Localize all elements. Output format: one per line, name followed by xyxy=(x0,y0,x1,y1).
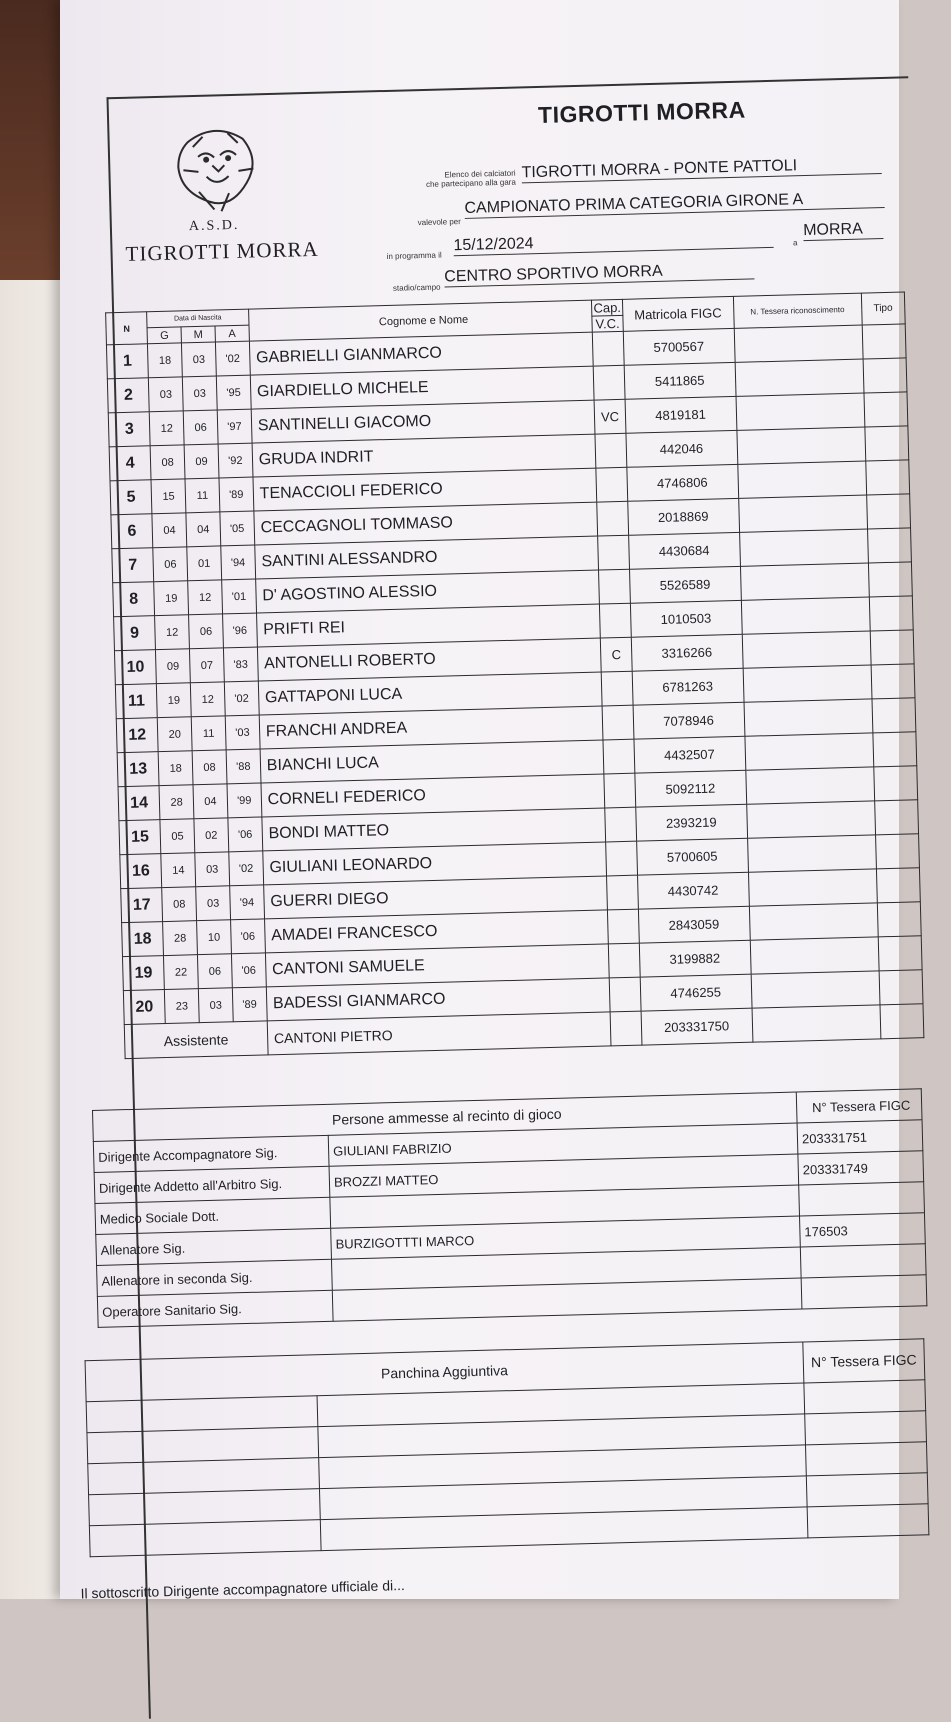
tessera xyxy=(739,529,868,566)
player-number: 1 xyxy=(106,344,148,379)
player-name: BONDI MATTEO xyxy=(262,808,606,851)
matricola: 442046 xyxy=(626,430,738,467)
programma-label: in programma il xyxy=(386,250,442,261)
assistant-tessera xyxy=(752,1005,881,1042)
tipo xyxy=(879,970,923,1005)
player-number: 16 xyxy=(120,854,162,889)
player-name: GABRIELLI GIANMARCO xyxy=(249,332,593,375)
player-number: 17 xyxy=(121,888,163,923)
logo-text-club: TIGROTTI MORRA xyxy=(125,236,319,266)
footer-text: Il sottoscritto Dirigente accompagnatore ufficiale di... xyxy=(80,1576,405,1602)
birth-year: '99 xyxy=(227,783,262,818)
captain-mark xyxy=(600,603,631,638)
captain-mark xyxy=(606,841,637,876)
player-name: AMADEI FRANCESCO xyxy=(264,910,608,953)
col-header-matricola: Matricola FIGC xyxy=(622,296,734,331)
birth-day: 03 xyxy=(149,377,184,412)
birth-day: 28 xyxy=(163,921,198,956)
player-number: 19 xyxy=(122,956,164,991)
tessera xyxy=(747,835,876,872)
person-role: Dirigente Accompagnatore Sig. xyxy=(93,1135,329,1172)
person-tessera: 203331749 xyxy=(798,1151,924,1185)
player-name: PRIFTI REI xyxy=(256,604,600,647)
birth-year: '88 xyxy=(226,749,261,784)
player-name: GIARDIELLO MICHELE xyxy=(250,366,594,409)
tessera xyxy=(737,461,866,498)
person-tessera xyxy=(801,1275,927,1309)
col-header-tessera: N. Tessera riconoscimento xyxy=(733,293,862,328)
person-role: Medico Sociale Dott. xyxy=(95,1197,331,1234)
matricola: 6781263 xyxy=(632,668,744,705)
bench-tessera-header: N° Tessera FIGC xyxy=(803,1339,925,1383)
player-number: 7 xyxy=(112,548,154,583)
birth-year: '97 xyxy=(217,409,252,444)
tipo xyxy=(862,324,906,359)
stadio-field: CENTRO SPORTIVO MORRA xyxy=(444,260,754,287)
tessera xyxy=(743,665,872,702)
birth-year: '94 xyxy=(221,545,256,580)
valevole-field: CAMPIONATO PRIMA CATEGORIA GIRONE A xyxy=(464,189,884,219)
tessera xyxy=(745,733,874,770)
tiger-logo-icon xyxy=(167,120,264,214)
matricola: 5092112 xyxy=(634,770,746,807)
player-name: SANTINELLI GIACOMO xyxy=(251,400,595,443)
tipo xyxy=(873,766,917,801)
birth-month: 12 xyxy=(190,682,225,717)
player-name: GATTAPONI LUCA xyxy=(258,672,602,715)
player-number: 8 xyxy=(113,582,155,617)
tipo xyxy=(876,868,920,903)
tessera xyxy=(736,393,865,430)
birth-year: '96 xyxy=(222,613,257,648)
bench-role xyxy=(89,1520,321,1557)
valevole-label: valevole per xyxy=(417,217,461,228)
player-number: 13 xyxy=(117,752,159,787)
player-number: 18 xyxy=(122,922,164,957)
captain-mark xyxy=(603,705,634,740)
tessera xyxy=(744,699,873,736)
matricola: 4430684 xyxy=(628,532,740,569)
matricola: 4746255 xyxy=(640,974,752,1011)
tipo xyxy=(869,596,913,631)
birth-day: 28 xyxy=(159,785,194,820)
matricola: 3316266 xyxy=(631,634,743,671)
birth-month: 03 xyxy=(182,342,217,377)
person-name: GIULIANI FABRIZIO xyxy=(328,1123,798,1166)
bench-tessera xyxy=(804,1380,926,1414)
captain-mark xyxy=(609,943,640,978)
player-number: 10 xyxy=(114,650,156,685)
birth-year: '92 xyxy=(218,443,253,478)
matricola: 7078946 xyxy=(633,702,745,739)
birth-month: 08 xyxy=(192,750,227,785)
col-header-birth: Data di Nascita xyxy=(147,309,249,328)
tessera xyxy=(741,597,870,634)
birth-day: 20 xyxy=(157,717,192,752)
captain-mark xyxy=(595,433,626,468)
birth-year: '02 xyxy=(215,341,250,376)
bench-tessera xyxy=(805,1411,927,1445)
player-number: 14 xyxy=(118,786,160,821)
assistant-cap xyxy=(611,1011,642,1046)
person-tessera: 176503 xyxy=(800,1213,926,1247)
person-name: BROZZI MATTEO xyxy=(329,1154,799,1197)
captain-mark xyxy=(608,909,639,944)
gara-field: TIGROTTI MORRA - PONTE PATTOLI xyxy=(521,155,881,183)
player-name: GRUDA INDRIT xyxy=(252,434,596,477)
persons-title: Persone ammesse al recinto di gioco xyxy=(92,1092,797,1141)
tessera xyxy=(745,767,874,804)
tipo xyxy=(868,562,912,597)
tipo xyxy=(865,460,909,495)
captain-mark xyxy=(604,773,635,808)
matricola: 4746806 xyxy=(626,464,738,501)
tipo xyxy=(866,494,910,529)
luogo-field: MORRA xyxy=(803,220,883,241)
birth-day: 12 xyxy=(155,615,190,650)
matricola: 5700605 xyxy=(636,838,748,875)
player-name: GUERRI DIEGO xyxy=(263,876,607,919)
col-header-name: Cognome e Nome xyxy=(248,300,592,341)
birth-year: '06 xyxy=(228,817,263,852)
tipo xyxy=(872,732,916,767)
player-name: BIANCHI LUCA xyxy=(260,740,604,783)
assistant-name: CANTONI PIETRO xyxy=(267,1012,611,1055)
player-number: 20 xyxy=(123,990,165,1025)
matricola: 4430742 xyxy=(637,872,749,909)
matricola: 2393219 xyxy=(635,804,747,841)
person-role: Allenatore Sig. xyxy=(96,1228,332,1265)
person-role: Operatore Sanitario Sig. xyxy=(97,1290,333,1327)
birth-day: 18 xyxy=(148,343,183,378)
matricola: 2843059 xyxy=(638,906,750,943)
tipo xyxy=(864,426,908,461)
tipo xyxy=(872,698,916,733)
birth-year: '89 xyxy=(219,477,254,512)
player-name: GIULIANI LEONARDO xyxy=(263,842,607,885)
col-header-cap: Cap. xyxy=(593,299,622,316)
captain-mark xyxy=(602,671,633,706)
birth-day: 23 xyxy=(165,989,200,1024)
bench-title: Panchina Aggiuntiva xyxy=(85,1342,804,1402)
player-number: 6 xyxy=(111,514,153,549)
birth-day: 06 xyxy=(153,547,188,582)
birth-month: 11 xyxy=(191,716,226,751)
tipo xyxy=(864,392,908,427)
player-number: 3 xyxy=(108,412,150,447)
col-header-vc: V.C. xyxy=(592,315,623,332)
player-number: 9 xyxy=(114,616,156,651)
assistant-label: Assistente xyxy=(124,1021,268,1059)
tessera xyxy=(746,801,875,838)
birth-month: 07 xyxy=(190,648,225,683)
tessera xyxy=(742,631,871,668)
tessera xyxy=(737,427,866,464)
birth-month: 02 xyxy=(194,818,229,853)
person-name: BURZIGOTTTI MARCO xyxy=(331,1216,801,1259)
player-name: D' AGOSTINO ALESSIO xyxy=(255,570,599,613)
captain-mark: VC xyxy=(595,399,626,434)
logo-text-asd: A.S.D. xyxy=(188,217,240,235)
player-name: CANTONI SAMUELE xyxy=(265,944,609,987)
player-number: 15 xyxy=(119,820,161,855)
player-number: 12 xyxy=(116,718,158,753)
matricola: 4432507 xyxy=(634,736,746,773)
matricola: 4819181 xyxy=(625,396,737,433)
matricola: 1010503 xyxy=(630,600,742,637)
assistant-tipo xyxy=(880,1004,924,1039)
players-table xyxy=(105,291,924,1059)
matricola: 5411865 xyxy=(624,362,736,399)
bench-tessera xyxy=(806,1473,928,1507)
player-name: BADESSI GIANMARCO xyxy=(266,978,610,1021)
tessera xyxy=(750,937,879,974)
captain-mark xyxy=(599,569,630,604)
birth-day: 05 xyxy=(160,819,195,854)
matricola: 5700567 xyxy=(623,328,735,365)
birth-day: 14 xyxy=(161,853,196,888)
tipo xyxy=(878,936,922,971)
player-name: ANTONELLI ROBERTO xyxy=(257,638,601,681)
tessera xyxy=(738,495,867,532)
form-title: TIGROTTI MORRA xyxy=(537,96,746,128)
birth-year: '06 xyxy=(231,953,266,988)
captain-mark xyxy=(605,807,636,842)
date-field: 15/12/2024 xyxy=(453,229,773,256)
col-header-tipo: Tipo xyxy=(861,292,905,325)
birth-month: 04 xyxy=(193,784,228,819)
birth-month: 03 xyxy=(182,376,217,411)
player-name: CORNELI FEDERICO xyxy=(261,774,605,817)
birth-month: 03 xyxy=(196,886,231,921)
birth-month: 01 xyxy=(187,546,222,581)
col-header-g: G xyxy=(147,327,181,344)
tessera xyxy=(748,869,877,906)
birth-day: 18 xyxy=(158,751,193,786)
elenco-label-line2: che partecipano alla gara xyxy=(425,177,516,189)
player-number: 11 xyxy=(115,684,157,719)
tipo xyxy=(867,528,911,563)
person-tessera: 203331751 xyxy=(797,1120,923,1154)
tipo xyxy=(870,630,914,665)
birth-month: 04 xyxy=(186,512,221,547)
birth-month: 12 xyxy=(188,580,223,615)
birth-year: '89 xyxy=(232,987,267,1022)
bench-tessera xyxy=(807,1504,929,1538)
tipo xyxy=(863,358,907,393)
player-name: CECCAGNOLI TOMMASO xyxy=(254,502,598,545)
stadio-label: stadio/campo xyxy=(392,282,441,293)
tessera xyxy=(735,359,864,396)
birth-day: 19 xyxy=(157,683,192,718)
person-tessera xyxy=(800,1244,926,1278)
birth-day: 08 xyxy=(150,445,185,480)
col-header-n: N xyxy=(106,312,148,345)
tipo xyxy=(871,664,915,699)
captain-mark xyxy=(610,977,641,1012)
birth-day: 09 xyxy=(156,649,191,684)
birth-year: '05 xyxy=(220,511,255,546)
matricola: 2018869 xyxy=(627,498,739,535)
birth-day: 15 xyxy=(151,479,186,514)
tessera xyxy=(740,563,869,600)
persons-tessera-header: N° Tessera FIGC xyxy=(796,1089,922,1123)
birth-day: 04 xyxy=(152,513,187,548)
assistant-matricola: 203331750 xyxy=(641,1008,753,1045)
birth-month: 10 xyxy=(197,920,232,955)
captain-mark xyxy=(603,739,634,774)
col-header-a: A xyxy=(215,325,249,342)
player-name: TENACCIOLI FEDERICO xyxy=(253,468,597,511)
person-role: Dirigente Addetto all'Arbitro Sig. xyxy=(94,1166,330,1203)
birth-year: '06 xyxy=(230,919,265,954)
player-name: FRANCHI ANDREA xyxy=(259,706,603,749)
tessera xyxy=(751,971,880,1008)
birth-month: 06 xyxy=(198,954,233,989)
birth-month: 06 xyxy=(183,410,218,445)
birth-day: 08 xyxy=(162,887,197,922)
matricola: 5526589 xyxy=(629,566,741,603)
birth-year: '95 xyxy=(216,375,251,410)
birth-day: 12 xyxy=(149,411,184,446)
bench-tessera xyxy=(805,1442,927,1476)
person-role: Allenatore in seconda Sig. xyxy=(97,1259,333,1296)
player-name: SANTINI ALESSANDRO xyxy=(255,536,599,579)
birth-year: '94 xyxy=(230,885,265,920)
tessera xyxy=(749,903,878,940)
birth-year: '83 xyxy=(223,647,258,682)
captain-mark xyxy=(607,875,638,910)
birth-month: 11 xyxy=(185,478,220,513)
birth-year: '03 xyxy=(225,715,260,750)
tipo xyxy=(877,902,921,937)
elenco-label-line1: Elenco dei calciatori xyxy=(444,168,516,180)
birth-month: 03 xyxy=(195,852,230,887)
captain-mark: C xyxy=(601,637,632,672)
captain-mark xyxy=(597,501,628,536)
birth-month: 09 xyxy=(184,444,219,479)
a-label: a xyxy=(792,238,798,248)
player-number: 4 xyxy=(109,446,151,481)
birth-year: '01 xyxy=(222,579,257,614)
birth-day: 22 xyxy=(164,955,199,990)
person-tessera xyxy=(799,1182,925,1216)
player-number: 2 xyxy=(107,378,149,413)
captain-mark xyxy=(598,535,629,570)
tessera xyxy=(734,325,863,362)
birth-month: 03 xyxy=(198,988,233,1023)
birth-year: '02 xyxy=(229,851,264,886)
birth-month: 06 xyxy=(189,614,224,649)
captain-mark xyxy=(596,467,627,502)
captain-mark xyxy=(594,365,625,400)
col-header-m: M xyxy=(181,326,215,343)
tipo xyxy=(874,800,918,835)
birth-year: '02 xyxy=(224,681,259,716)
persons-table xyxy=(92,1088,927,1328)
player-number: 5 xyxy=(110,480,152,515)
matricola: 3199882 xyxy=(639,940,751,977)
bench-table xyxy=(85,1338,930,1557)
tipo xyxy=(875,834,919,869)
captain-mark xyxy=(593,331,624,366)
birth-day: 19 xyxy=(154,581,189,616)
